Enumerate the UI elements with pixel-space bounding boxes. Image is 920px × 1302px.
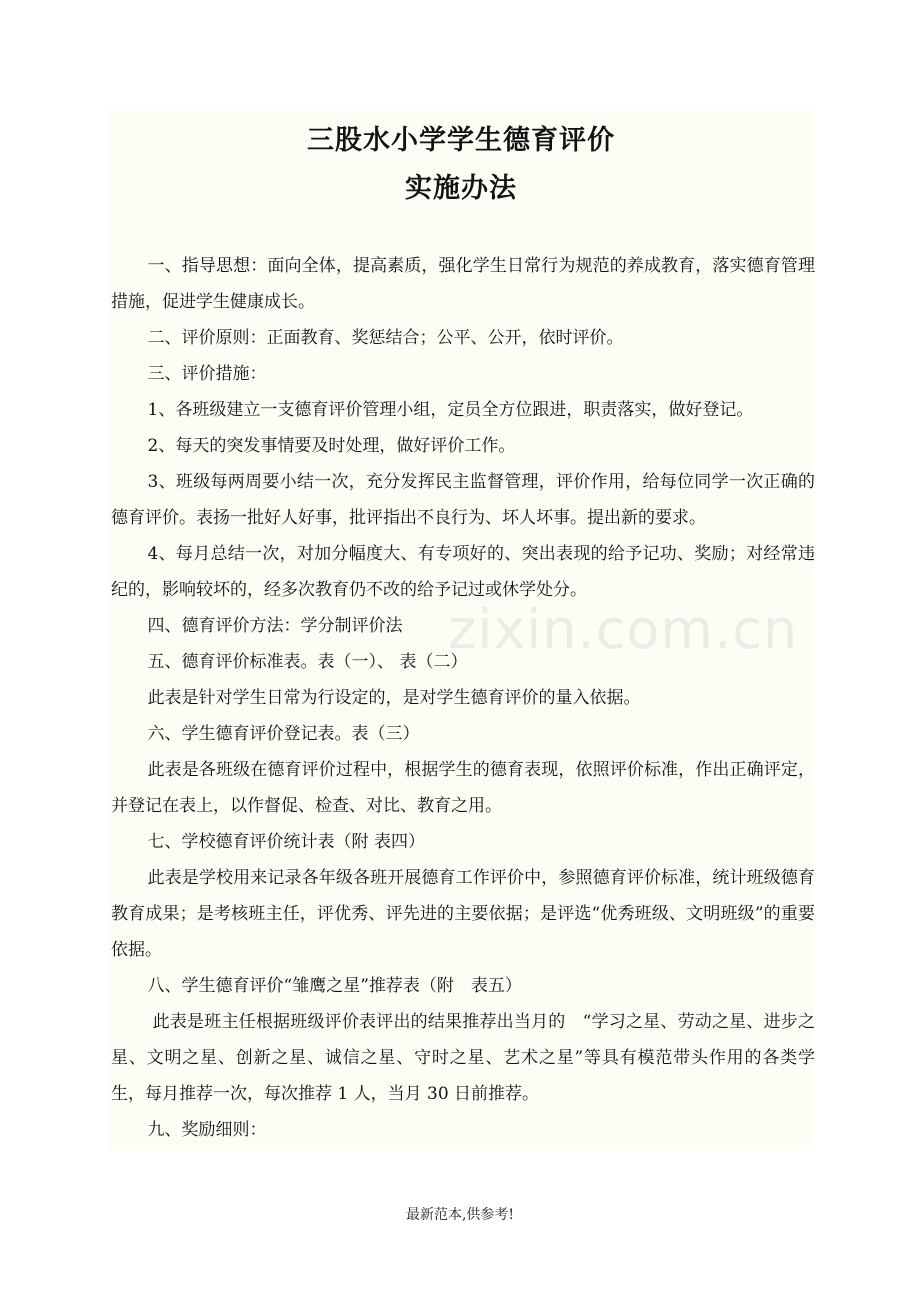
paragraph-statistics-table-heading: 七、学校德育评价统计表（附 表四）: [147, 832, 425, 852]
paragraph-star-table-desc: 此表是班主任根据班级评价表评出的结果推荐出当月的 “学习之星、劳动之星、进步之星、文明之星、创新之星、诚信之星、守时之星、艺术之星”等具有模范带头作用的各类学生，每月推荐一次，每次推荐 1 人，当月 30 日前推荐。: [111, 1012, 815, 1104]
page-footer: 最新范本,供参考!: [405, 1207, 515, 1223]
paragraph-measure-4: 4、每月总结一次，对加分幅度大、有专项好的、突出表现的给予记功、奖励；对经常违纪的，影响较坏的，经多次教育仍不改的给予记过或休学处分。: [111, 544, 815, 600]
paragraph-measure-3: 3、班级每两周要小结一次，充分发挥民主监督管理，评价作用，给每位同学一次正确的德育评价。表扬一批好人好事，批评指出不良行为、坏人坏事。提出新的要求。: [111, 472, 815, 528]
paragraph-register-table-desc: 此表是各班级在德育评价过程中，根据学生的德育表现，依照评价标准，作出正确评定，并登记在表上，以作督促、检查、对比、教育之用。: [111, 760, 815, 816]
paragraph-evaluation-method: 四、德育评价方法：学分制评价法: [147, 616, 403, 636]
paragraph-guiding-idea: 一、指导思想：面向全体，提高素质，强化学生日常行为规范的养成教育，落实德育管理措施，促进学生健康成长。: [111, 256, 815, 312]
paragraph-statistics-table-desc: 此表是学校用来记录各年级各班开展德育工作评价中，参照德育评价标准，统计班级德育教育成果；是考核班主任，评优秀、评先进的主要依据；是评选“优秀班级、文明班级”的重要依据。: [111, 868, 815, 960]
paragraph-standard-table-desc: 此表是针对学生日常为行设定的，是对学生德育评价的量入依据。: [147, 688, 641, 708]
document-body: [111, 248, 815, 1148]
document-subtitle: 实施办法: [405, 173, 517, 204]
paragraph-measure-2: 2、每天的突发事情要及时处理，做好评价工作。: [147, 436, 516, 456]
document-title: 三股水小学学生德育评价: [307, 125, 615, 156]
paragraph-reward-rules-heading: 九、奖励细则：: [147, 1120, 267, 1140]
paragraph-evaluation-measures-heading: 三、评价措施：: [147, 364, 267, 384]
paragraph-standard-table-heading: 五、德育评价标准表。表（一）、 表（二）: [147, 652, 468, 672]
paragraph-evaluation-principle: 二、评价原则：正面教育、奖惩结合；公平、公开，依时评价。: [147, 328, 624, 348]
paragraph-star-table-heading: 八、学生德育评价“雏鹰之星”推荐表（附 表五）: [147, 976, 522, 996]
paragraph-measure-1: 1、各班级建立一支德育评价管理小组，定员全方位跟进，职责落实，做好登记。: [147, 400, 754, 420]
paragraph-register-table-heading: 六、学生德育评价登记表。表（三）: [147, 724, 420, 744]
